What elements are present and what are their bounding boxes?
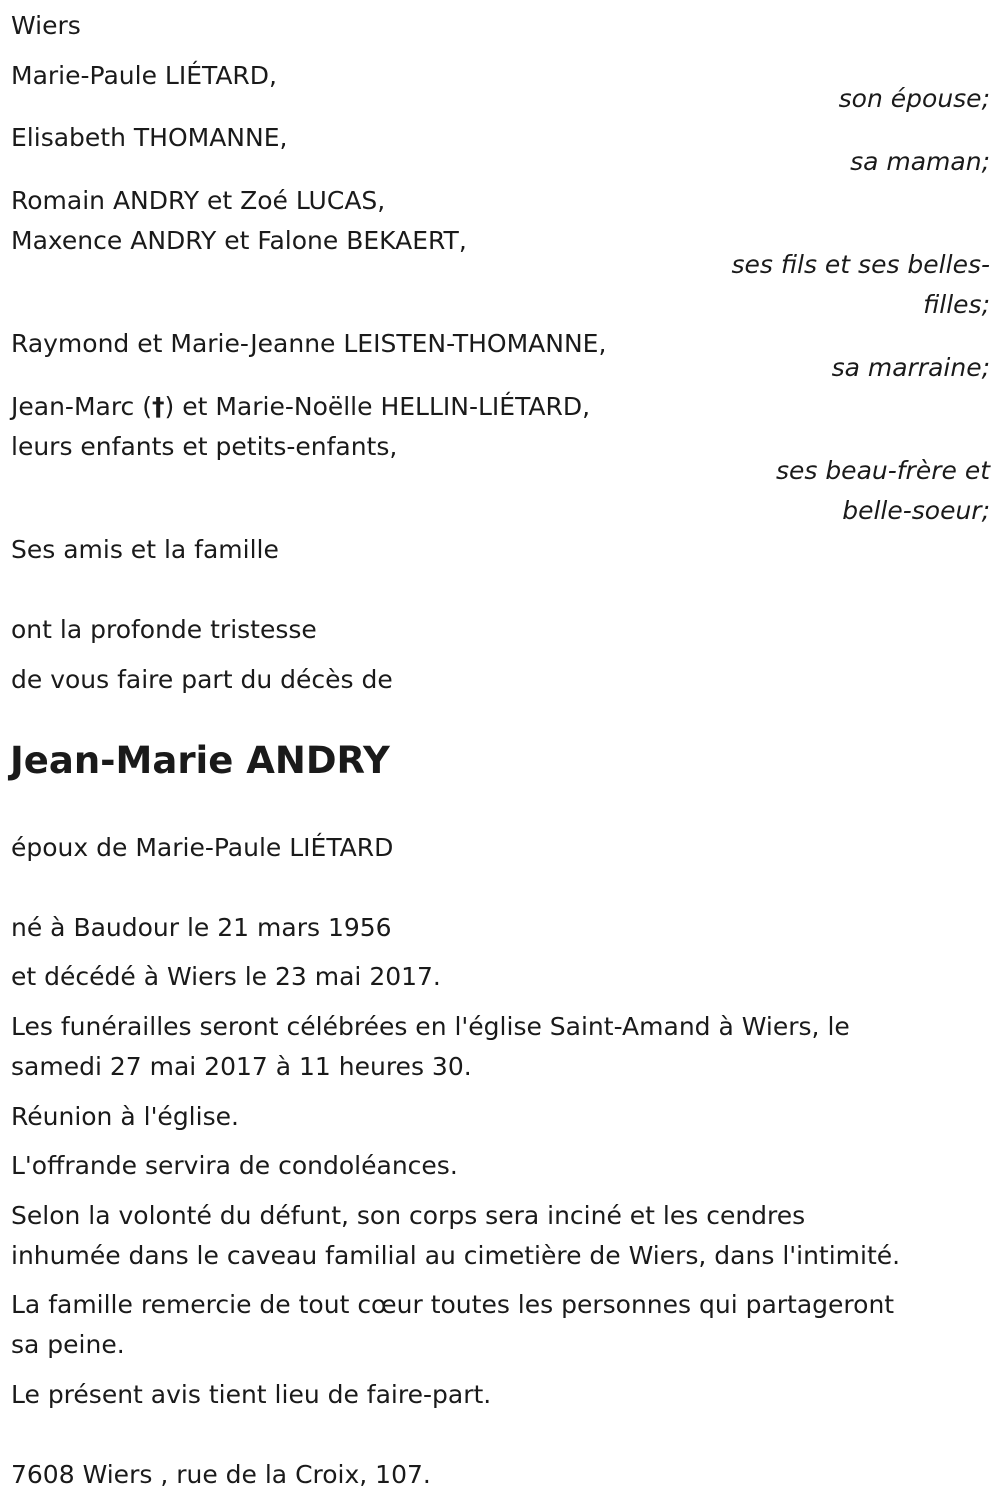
family-role: belle-soeur; [842, 496, 990, 525]
friends-line: Ses amis et la famille [11, 535, 279, 564]
offering-line: L'offrande servira de condoléances. [11, 1151, 458, 1180]
notice-line: Le présent avis tient lieu de faire-part. [11, 1380, 492, 1409]
wish-paragraph-line: Selon la volonté du défunt, son corps sera inciné et les cendres [11, 1201, 806, 1230]
family-member-line [11, 387, 590, 427]
family-member-line: leurs enfants et petits-enfants, [11, 432, 398, 461]
funeral-paragraph-line: samedi 27 mai 2017 à 11 heures 30. [11, 1052, 472, 1081]
family-member-line: Raymond et Marie-Jeanne LEISTEN-THOMANNE, [11, 329, 607, 358]
family-member-line: Maxence ANDRY et Falone BEKAERT, [11, 226, 467, 255]
spouse-line: époux de Marie-Paule LIÉTARD [11, 833, 394, 862]
family-member-name-part: ) et Marie-Noëlle HELLIN-LIÉTARD, [164, 392, 591, 421]
wish-paragraph-line: inhumée dans le caveau familial au cimetière de Wiers, dans l'intimité. [11, 1241, 901, 1270]
death-line: et décédé à Wiers le 23 mai 2017. [11, 962, 441, 991]
family-role: sa maman; [850, 147, 990, 176]
meeting-line: Réunion à l'église. [11, 1102, 239, 1131]
thanks-paragraph-line: La famille remercie de tout cœur toutes les personnes qui partageront [11, 1290, 895, 1319]
birth-line: né à Baudour le 21 mars 1956 [11, 913, 392, 942]
family-member-name-part: Jean-Marc ( [11, 392, 153, 421]
family-member-line: Romain ANDRY et Zoé LUCAS, [11, 186, 386, 215]
funeral-paragraph-line: Les funérailles seront célébrées en l'église Saint-Amand à Wiers, le [11, 1012, 850, 1041]
announcement-line: ont la profonde tristesse [11, 615, 317, 644]
address-line: 7608 Wiers , rue de la Croix, 107. [11, 1460, 431, 1489]
thanks-paragraph-line: sa peine. [11, 1330, 125, 1359]
family-member-line: Marie-Paule LIÉTARD, [11, 61, 278, 90]
family-role: son épouse; [838, 84, 990, 113]
family-role: sa marraine; [831, 353, 990, 382]
deceased-name: Jean-Marie ANDRY [10, 739, 390, 782]
cross-icon: † [152, 392, 165, 421]
family-role: filles; [923, 290, 990, 319]
family-member-line: Elisabeth THOMANNE, [11, 123, 288, 152]
family-role: ses beau-frère et [775, 456, 990, 485]
place-heading: Wiers [11, 11, 81, 40]
announcement-line: de vous faire part du décès de [11, 665, 393, 694]
family-role: ses fils et ses belles- [731, 250, 990, 279]
